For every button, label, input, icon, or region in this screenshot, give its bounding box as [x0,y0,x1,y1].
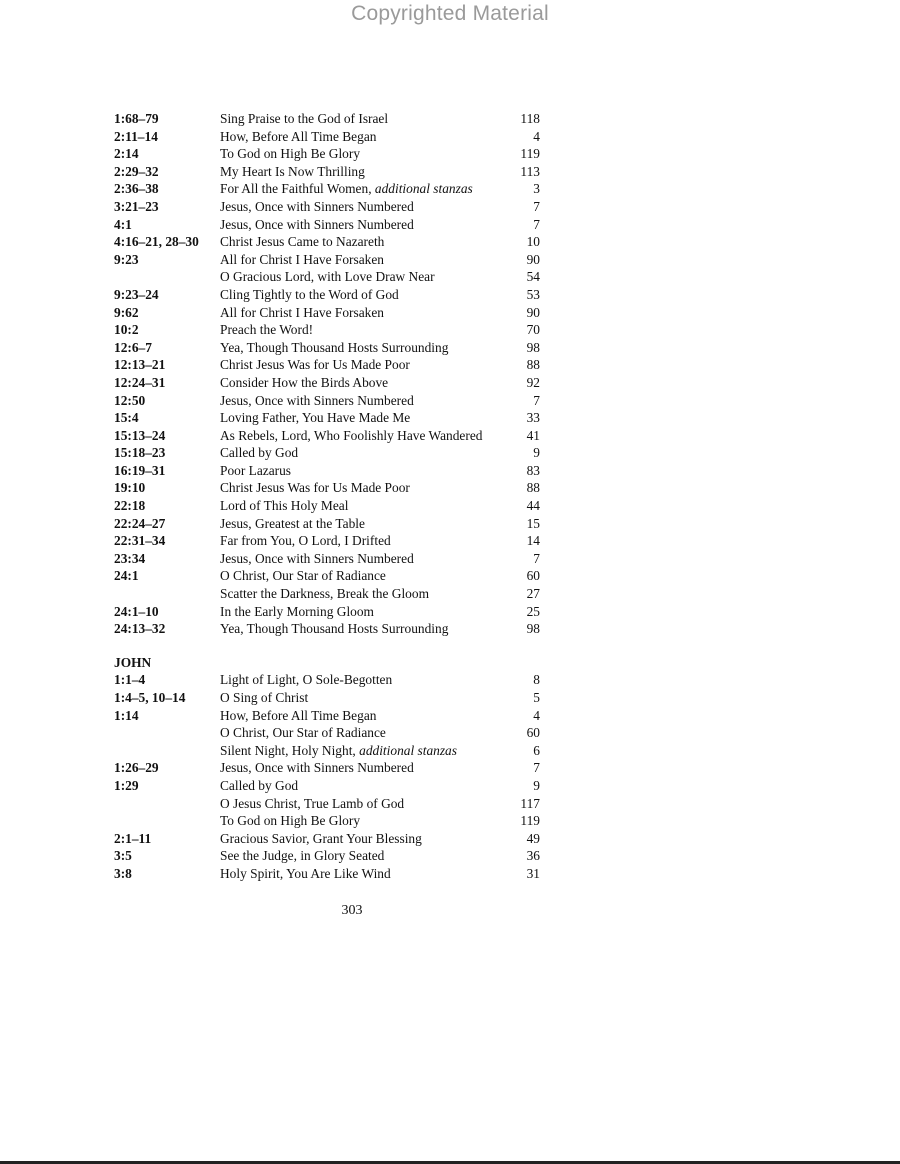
index-entry-row [114,515,540,533]
hymn-title: Jesus, Once with Sinners Numbered [220,550,414,566]
scripture-reference: 2:11–14 [114,128,158,144]
index-entry-row [114,251,540,269]
index-entry-row [114,339,540,357]
section-gap [114,638,540,654]
index-entry-row [114,707,540,725]
index-entry-row [114,163,540,181]
scripture-reference: 4:1 [114,216,132,232]
index-entry-row [114,603,540,621]
hymn-title-cell [220,759,414,777]
scripture-reference: 15:13–24 [114,427,166,443]
scripture-reference: 12:13–21 [114,357,166,373]
hymn-title-cell [220,830,422,848]
hymn-number: 113 [520,163,540,179]
hymn-title-cell [220,374,388,392]
scripture-reference: 1:29 [114,777,139,793]
hymn-number: 90 [526,304,540,320]
hymn-title-cell [220,585,429,603]
hymn-title-cell [220,286,399,304]
index-entry-row [114,409,540,427]
scripture-reference: 2:14 [114,146,139,162]
scripture-reference: 22:24–27 [114,515,166,531]
scripture-reference: 24:13–32 [114,621,166,637]
index-entry-row [114,847,540,865]
scripture-reference: 9:23–24 [114,286,159,302]
hymn-title-cell [220,603,374,621]
index-entry-row [114,812,540,830]
hymn-number: 98 [526,621,540,637]
scripture-reference: 1:1–4 [114,672,146,688]
hymn-title: Christ Jesus Was for Us Made Poor [220,480,410,496]
scripture-reference: 3:5 [114,848,132,864]
index-entry-row [114,759,540,777]
scripture-reference: 2:1–11 [114,830,152,846]
index-entry-row [114,392,540,410]
index-entry-row [114,110,540,128]
hymn-number: 90 [526,251,540,267]
hymn-title-cell [220,724,386,742]
hymn-title-cell [220,812,360,830]
hymn-number: 14 [526,533,540,549]
hymn-title: All for Christ I Have Forsaken [220,251,385,267]
index-entry-row [114,304,540,322]
hymn-title: Jesus, Once with Sinners Numbered [220,760,414,776]
hymn-title-cell [220,180,473,198]
scripture-reference: 12:6–7 [114,339,152,355]
hymn-title-cell [220,128,376,146]
hymn-title: Jesus, Once with Sinners Numbered [220,198,414,214]
hymn-title: Poor Lazarus [220,462,292,478]
hymn-number: 4 [533,707,540,723]
hymn-number: 31 [526,865,540,881]
hymn-number: 4 [533,128,540,144]
hymn-number: 60 [526,568,540,584]
hymn-title: How, Before All Time Began [220,128,377,144]
hymn-title: Loving Father, You Have Made Me [220,410,411,426]
scripture-reference: 23:34 [114,550,146,566]
hymn-title: Lord of This Holy Meal [220,498,349,514]
hymn-title-cell [220,427,482,445]
hymn-number: 119 [520,813,540,829]
scripture-reference: 15:18–23 [114,445,166,461]
index-entry-row [114,286,540,304]
hymn-number: 88 [526,480,540,496]
hymn-title: All for Christ I Have Forsaken [220,304,385,320]
index-entry-row [114,567,540,585]
hymn-number: 27 [526,586,540,602]
hymn-number: 117 [520,795,540,811]
hymn-number: 9 [533,777,540,793]
title-note: additional stanzas [374,181,473,197]
hymn-title: O Christ, Our Star of Radiance [220,725,386,741]
hymn-title-cell [220,462,291,480]
hymn-number: 15 [526,515,540,531]
hymn-number: 33 [526,410,540,426]
scripture-reference: 16:19–31 [114,462,166,478]
john-section-heading: JOHN [114,654,152,670]
scripture-reference: 22:18 [114,498,146,514]
hymn-title-cell [220,304,384,322]
copyright-watermark: Copyrighted Material [351,2,549,25]
hymn-title-cell [220,497,348,515]
hymn-title-cell [220,233,384,251]
hymn-number: 7 [533,198,540,214]
hymn-title: Far from You, O Lord, I Drifted [220,533,391,549]
index-entry-row [114,742,540,760]
index-entry-row [114,497,540,515]
hymn-number: 41 [526,427,540,443]
hymn-number: 7 [533,392,540,408]
hymn-number: 9 [533,445,540,461]
index-entry-row [114,479,540,497]
index-entry-row [114,268,540,286]
index-entry-row [114,180,540,198]
hymn-title-cell [220,145,360,163]
scripture-reference: 19:10 [114,480,146,496]
index-entry-row [114,427,540,445]
luke-entry-list [114,110,540,638]
hymn-title: As Rebels, Lord, Who Foolishly Have Wandered [220,427,483,443]
index-entry-row [114,724,540,742]
hymn-number: 3 [533,181,540,197]
scripture-reference: 9:23 [114,251,139,267]
scripture-reference: 2:29–32 [114,163,159,179]
hymn-number: 92 [526,374,540,390]
hymn-title-cell [220,163,365,181]
hymn-title-cell [220,567,386,585]
hymn-title-cell [220,742,457,760]
hymn-title-cell [220,479,410,497]
hymn-title: See the Judge, in Glory Seated [220,848,385,864]
hymn-title: Jesus, Once with Sinners Numbered [220,392,414,408]
scripture-index [114,110,540,883]
scripture-reference: 15:4 [114,410,139,426]
hymn-number: 6 [533,742,540,758]
hymn-number: 7 [533,760,540,776]
hymn-number: 88 [526,357,540,373]
hymn-title-cell [220,777,298,795]
hymn-title-cell [220,707,376,725]
index-entry-row [114,550,540,568]
hymn-number: 36 [526,848,540,864]
hymn-title: How, Before All Time Began [220,707,377,723]
hymn-title-cell [220,409,410,427]
hymn-title: Jesus, Once with Sinners Numbered [220,216,414,232]
index-entry-row [114,865,540,883]
scripture-reference: 1:4–5, 10–14 [114,690,186,705]
hymn-number: 54 [526,269,540,285]
hymn-title: Called by God [220,445,299,461]
hymn-title: Christ Jesus Was for Us Made Poor [220,357,410,373]
scripture-reference: 24:1–10 [114,603,159,619]
hymn-title-cell [220,216,414,234]
hymn-title: Called by God [220,777,299,793]
index-entry-row [114,321,540,339]
index-entry-row [114,830,540,848]
scripture-reference: 12:50 [114,392,146,408]
scripture-reference: 24:1 [114,568,139,584]
hymn-number: 98 [526,339,540,355]
hymn-title: Gracious Savior, Grant Your Blessing [220,830,422,846]
index-entry-row [114,585,540,603]
hymn-number: 60 [526,725,540,741]
hymn-number: 7 [533,216,540,232]
hymn-title-cell [220,620,448,638]
john-entry-list [114,671,540,882]
hymn-title-cell [220,356,410,374]
scripture-reference: 2:36–38 [114,181,159,197]
index-entry-row [114,198,540,216]
hymn-title: Christ Jesus Came to Nazareth [220,234,385,250]
hymn-number: 25 [526,603,540,619]
hymn-title: In the Early Morning Gloom [220,603,374,619]
hymn-title: Sing Praise to the God of Israel [220,111,389,126]
hymn-title: Yea, Though Thousand Hosts Surrounding [220,339,449,355]
scripture-reference: 10:2 [114,322,139,338]
index-entry-row [114,128,540,146]
page-number: 303 [341,903,363,918]
hymn-number: 53 [526,286,540,302]
index-entry-row [114,671,540,689]
index-entry-row [114,374,540,392]
index-entry-row [114,532,540,550]
index-entry-row [114,462,540,480]
scripture-reference: 3:8 [114,865,132,881]
hymn-title-cell [220,671,392,689]
scripture-reference: 9:62 [114,304,139,320]
hymn-title-cell [220,515,365,533]
hymn-title: Preach the Word! [220,322,314,338]
title-note: additional stanzas [359,742,457,758]
scripture-reference: 4:16–21, 28–30 [114,234,199,250]
scripture-reference: 1:14 [114,707,139,723]
hymn-title-cell [220,550,414,568]
hymn-title: Scatter the Darkness, Break the Gloom [220,586,429,602]
hymn-title-cell [220,392,414,410]
hymn-title: Consider How the Birds Above [220,374,389,390]
hymn-number: 44 [526,498,540,514]
hymn-title-cell [220,198,414,216]
hymn-title: Holy Spirit, You Are Like Wind [220,865,391,881]
hymn-title: Yea, Though Thousand Hosts Surrounding [220,621,449,637]
index-entry-row [114,689,540,707]
index-entry-row [114,233,540,251]
hymn-title-cell [220,444,298,462]
hymn-title: Cling Tightly to the Word of God [220,286,399,302]
scripture-reference: 12:24–31 [114,374,166,390]
hymn-title-cell [220,251,384,269]
index-entry-row [114,795,540,813]
hymn-title-cell [220,321,313,339]
hymn-title: To God on High Be Glory [220,813,361,829]
hymn-number: 5 [533,690,540,705]
hymn-title: O Christ, Our Star of Radiance [220,568,386,584]
index-entry-row [114,777,540,795]
scripture-reference: 1:68–79 [114,111,159,126]
hymn-title-cell [220,268,435,286]
hymn-title: Jesus, Greatest at the Table [220,515,365,531]
index-entry-row [114,620,540,638]
scripture-reference: 22:31–34 [114,533,166,549]
hymn-number: 7 [533,550,540,566]
hymn-number: 118 [520,111,540,126]
hymn-title-cell [220,339,448,357]
hymn-number: 119 [520,146,540,162]
scripture-reference: 1:26–29 [114,760,159,776]
hymn-title: Light of Light, O Sole-Begotten [220,672,393,688]
hymn-number: 10 [526,234,540,250]
hymn-title-cell [220,847,384,865]
hymn-title: O Sing of Christ [220,690,309,705]
index-entry-row [114,356,540,374]
index-entry-row [114,145,540,163]
hymn-title-cell [220,865,391,883]
hymn-title-cell [220,689,308,707]
hymn-number: 83 [526,462,540,478]
hymn-title: My Heart Is Now Thrilling [220,163,365,179]
hymn-title-cell [220,795,404,813]
hymn-title-cell [220,110,388,128]
hymn-number: 8 [533,672,540,688]
hymn-title: O Gracious Lord, with Love Draw Near [220,269,435,285]
hymn-number: 49 [526,830,540,846]
hymn-title: To God on High Be Glory [220,146,361,162]
index-entry-row [114,216,540,234]
hymn-title: O Jesus Christ, True Lamb of God [220,795,405,811]
hymn-title: For All the Faithful Women, [220,181,375,197]
scripture-reference: 3:21–23 [114,198,159,214]
hymn-title: Silent Night, Holy Night, [220,742,360,758]
hymn-number: 70 [526,322,540,338]
hymn-title-cell [220,532,391,550]
index-entry-row [114,444,540,462]
